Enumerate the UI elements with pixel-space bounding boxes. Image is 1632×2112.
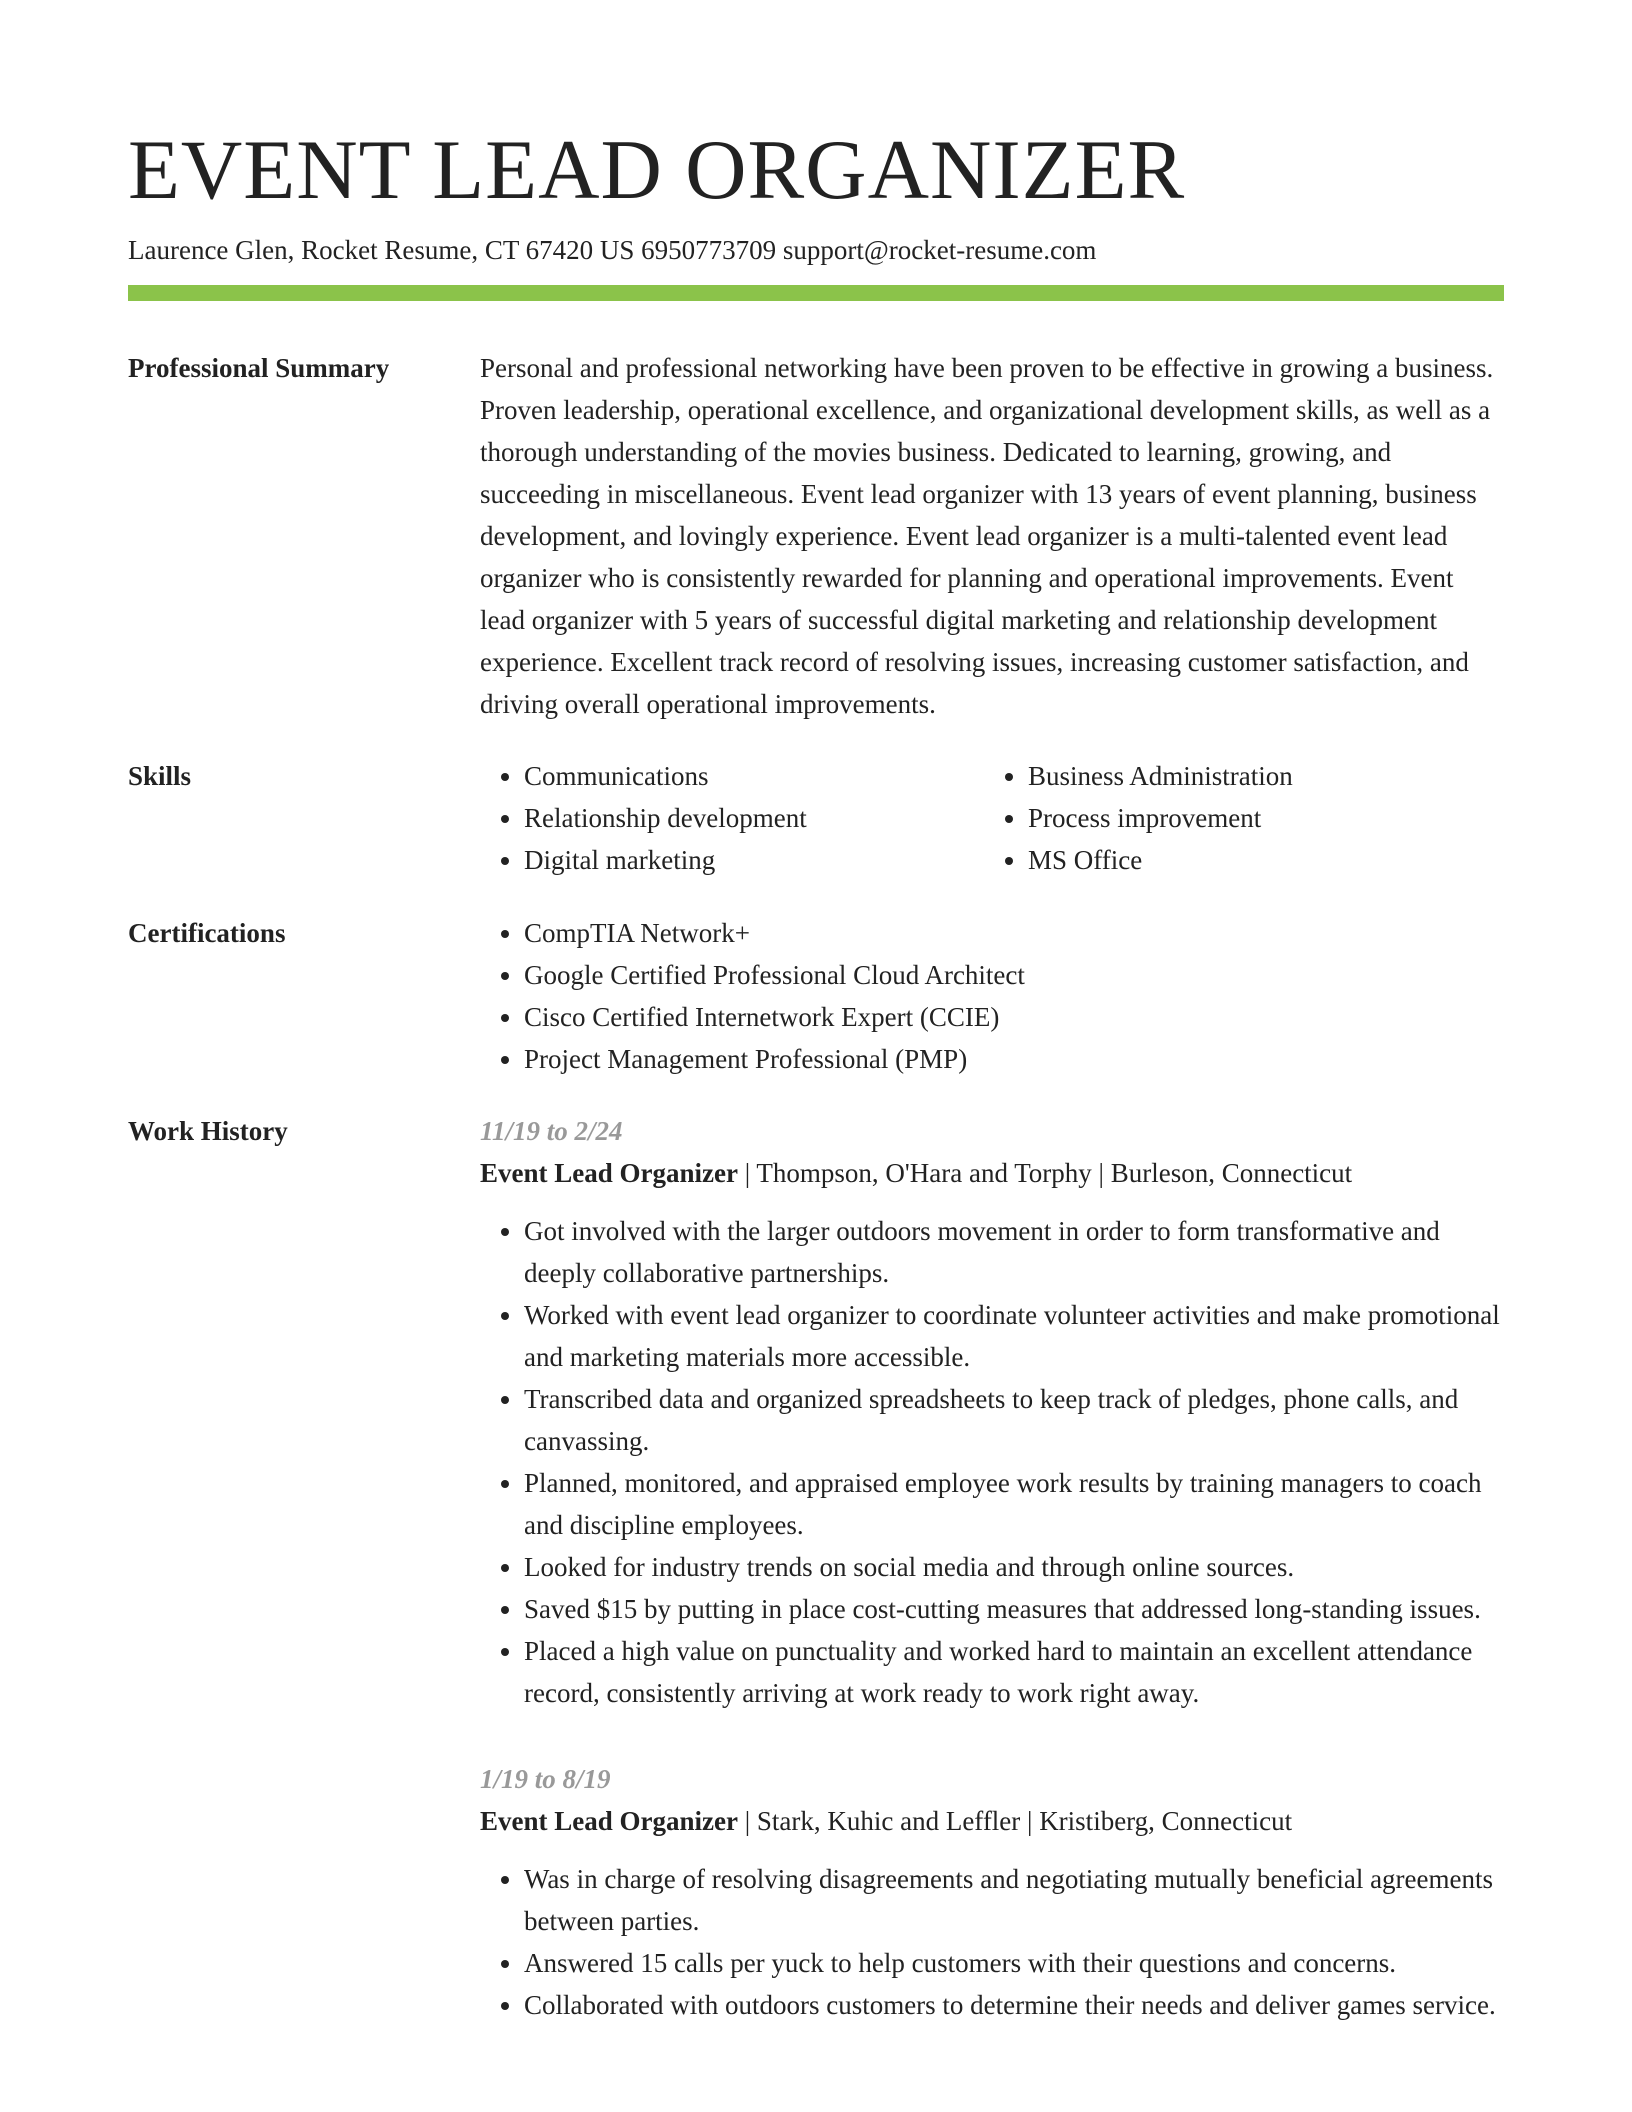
job-heading <box>480 1800 1504 1842</box>
certifications-body <box>480 912 1504 1080</box>
job-entry <box>480 1758 1504 2026</box>
skills-list-left <box>480 755 984 881</box>
job-title: Event Lead Organizer <box>480 1806 738 1836</box>
contact-email: support@rocket-resume.com <box>782 235 1097 265</box>
skills-list-right <box>984 755 1504 881</box>
job-bullet-list <box>480 1210 1504 1714</box>
certification-item: • Cisco Certified Internetwork Expert (CCIE) <box>524 996 1504 1038</box>
job-bullet: • Saved $15 by putting in place cost-cutting measures that addressed long-standing issues. <box>524 1588 1504 1630</box>
job-bullet: • Placed a high value on punctuality and worked hard to maintain an excellent attendance record, consistently arriving at work ready to work right away. <box>524 1630 1504 1714</box>
certifications-list <box>480 912 1504 1080</box>
skill-item: • Process improvement <box>1028 797 1504 839</box>
certification-item: • Project Management Professional (PMP) <box>524 1038 1504 1080</box>
job-bullet: • Worked with event lead organizer to coordinate volunteer activities and make promotional and marketing materials more accessible. <box>524 1294 1504 1378</box>
job-employer-location: | Thompson, O'Hara and Torphy | Burleson, Connecticut <box>737 1158 1353 1188</box>
contact-company: Rocket Resume, <box>301 235 479 265</box>
skill-item: • Relationship development <box>524 797 984 839</box>
job-bullet: • Answered 15 calls per yuck to help customers with their questions and concerns. <box>524 1942 1504 1984</box>
job-bullet: • Was in charge of resolving disagreements and negotiating mutually beneficial agreements between parties. <box>524 1858 1504 1942</box>
job-heading <box>480 1152 1504 1194</box>
job-dates: 1/19 to 8/19 <box>480 1764 611 1794</box>
skills-body <box>480 755 1504 881</box>
job-bullet: • Got involved with the larger outdoors movement in order to form transformative and deeply collaborative partnerships. <box>524 1210 1504 1294</box>
accent-divider <box>128 285 1504 301</box>
job-dates: 11/19 to 2/24 <box>480 1116 623 1146</box>
job-bullet: • Looked for industry trends on social media and through online sources. <box>524 1546 1504 1588</box>
skills-grid <box>480 755 1504 881</box>
certifications-label: Certifications <box>128 918 286 948</box>
contact-line <box>128 230 1096 270</box>
skill-item: • Communications <box>524 755 984 797</box>
job-employer-location: | Stark, Kuhic and Leffler | Kristiberg, Connecticut <box>737 1806 1293 1836</box>
work-history-body <box>480 1110 1504 2026</box>
skills-label: Skills <box>128 761 192 791</box>
contact-location: CT 67420 US <box>484 235 635 265</box>
summary-body <box>480 347 1504 725</box>
job-entry <box>480 1110 1504 1714</box>
resume-title: EVENT LEAD ORGANIZER <box>128 123 1186 217</box>
job-bullet-list <box>480 1858 1504 2026</box>
summary-label: Professional Summary <box>128 353 390 383</box>
contact-phone: 6950773709 <box>641 235 777 265</box>
job-bullet: • Collaborated with outdoors customers to determine their needs and deliver games service. <box>524 1984 1504 2026</box>
skill-item: • Business Administration <box>1028 755 1504 797</box>
job-title: Event Lead Organizer <box>480 1158 738 1188</box>
job-bullet: • Planned, monitored, and appraised employee work results by training managers to coach and discipline employees. <box>524 1462 1504 1546</box>
contact-name: Laurence Glen, <box>128 235 295 265</box>
summary-text: Personal and professional networking have been proven to be effective in growing a business. Proven leadership, operational excellence, and organizational development skills, as well as a thorough understanding of the movies business. Dedicated to learning, growing, and succeeding in miscellaneous. Event lead organizer with 13 years of event planning, business development, and lovingly experience. Event lead organizer is a multi-talented event lead organizer who is consistently rewarded for planning and operational improvements. Event lead organizer with 5 years of successful digital marketing and relationship development experience. Excellent track record of resolving issues, increasing customer satisfaction, and driving overall operational improvements. <box>480 353 1494 719</box>
certification-item: • CompTIA Network+ <box>524 912 1504 954</box>
certification-item: • Google Certified Professional Cloud Architect <box>524 954 1504 996</box>
job-bullet: • Transcribed data and organized spreadsheets to keep track of pledges, phone calls, and canvassing. <box>524 1378 1504 1462</box>
skill-item: • MS Office <box>1028 839 1504 881</box>
skill-item: • Digital marketing <box>524 839 984 881</box>
work-history-label: Work History <box>128 1116 288 1146</box>
